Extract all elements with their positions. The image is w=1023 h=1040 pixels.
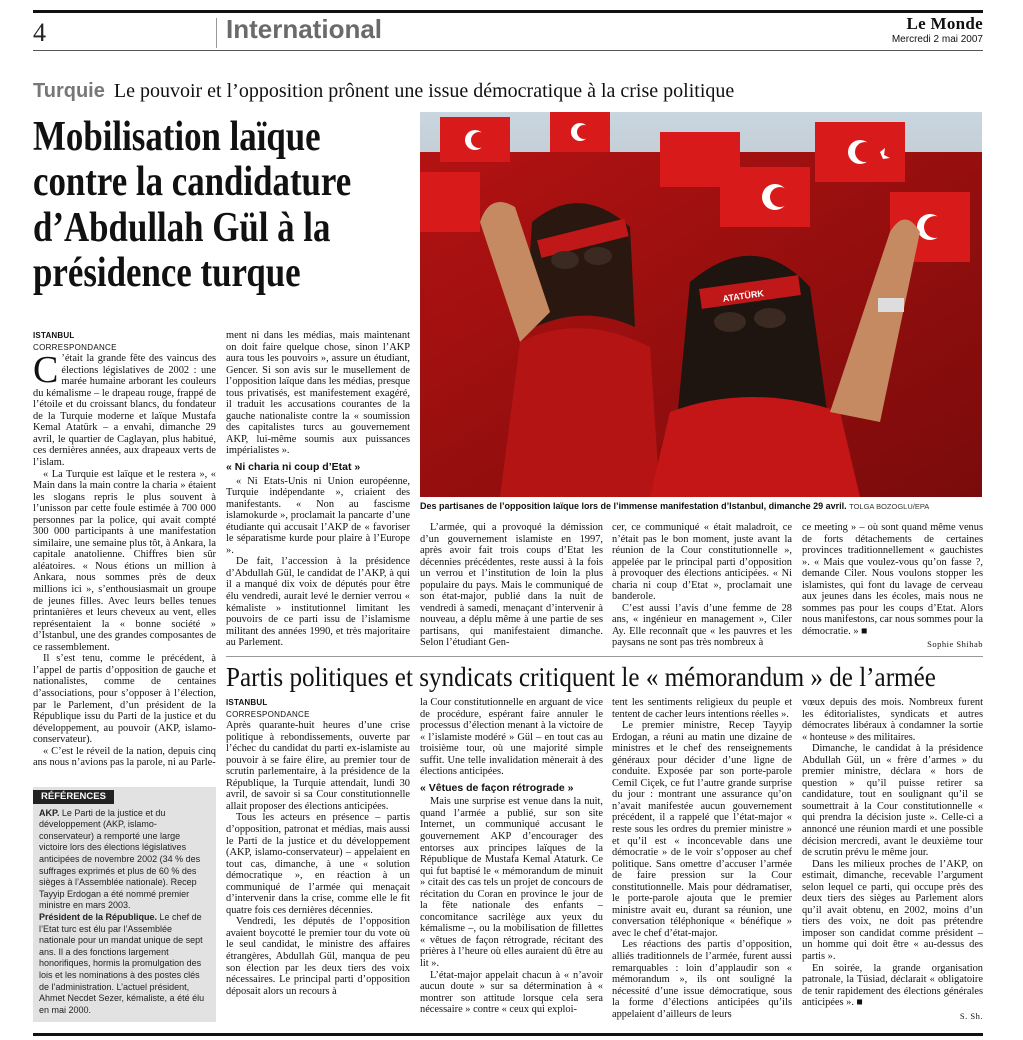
article1-paragraph: Il s’est tenu, comme le précédent, à l’appel de partis d’opposition de gauche et nationalistes, comme de centaines d’associations, pour s’opposer à l’élection, par le Parlement, d’un président de la République issu du Parti de la justice et du développement, au pouvoir (AKP, islamo-conservateur).: [33, 653, 216, 746]
article2-correspondance: CORRESPONDANCE: [226, 709, 310, 719]
article1-dateline: ISTANBUL: [33, 331, 75, 340]
article1-paragraph: ment ni dans les médias, mais maintenant on doit faire quelque chose, sinon l’AKP aura tous les pouvoirs », assure un étudiant, Gencer. Si son avis sur le musellement de l’opposition laïque dans les médias, presque tous privatisés, est manifestement exagéré, il traduit les accusations courantes de la gauche nationaliste contre la « soumission des capitalistes turcs au gouvernement AKP, lui-même soumis aux puissances impérialistes ».: [226, 330, 410, 457]
article2-paragraph: Dans les milieux proches de l’AKP, on estimait, dimanche, recevable l’argument selon lequel ce parti, qui occupe près des deux tiers des sièges au Parlement alors qu’il avait obtenu, en 2002, moins d’un tiers des voix, ne doit pas prétendre imposer son candidat comme président – un homme qui doit être « au-dessus des partis ».: [802, 858, 983, 963]
article1-paragraph: C’est aussi l’avis d’une femme de 28 ans, « ingénieur en management », Ciler Ay. Elle reconnaît que « les pauvres et les paysans ne sont pas très nombreux à: [612, 602, 792, 649]
article1-paragraph: cer, ce communiqué « était maladroit, ce n’était pas le bon moment, juste avant la réunion de la Cour constitutionnelle », appelée par le principal parti d’opposition à provoquer des élections anticipées. « Ni charia ni coup d’Etat », proclamait une banderole.: [612, 522, 792, 603]
article2-paragraph: Le premier ministre, Recep Tayyip Erdogan, a réuni au matin une dizaine de ministres et le chef des renseignements généraux pour décider d’une ligne de conduite. Exposée par son porte-parole Cemil Ciçek, ce fut l’autre grande surprise du jour : montrant une assurance qu’on n’avait manifestée aucun gouvernement précédent, il a rappelé que l’état-major « reste sous les ordres du premier ministre » et qu’il est « inconcevable dans une démocratie » de le voir s’opposer au chef politique. Sans omettre d’accuser l’armée de faire pression sur la Cour constitutionnelle. Mais pour dédramatiser, le porte-parole ajouta que le premier ministre avait eu, durant sa réunion, une conversation téléphonique « bénéfique » avec le chef d’état-major.: [612, 720, 792, 939]
article2-paragraph: Dimanche, le candidat à la présidence Abdullah Gül, un « frère d’armes » du premier ministre, déclara « hors de question » qu’il puisse retirer sa candidature, tout en soulignant qu’il se soumettrait à la Cour constitutionnelle « qui prendra la décision juste ». Celle-ci a annoncé une réunion mardi et une possible décision mercredi, avant le deuxième tour de scrutin prévu le même jour.: [802, 743, 983, 859]
article1-subhead: « Ni charia ni coup d’Etat »: [226, 461, 361, 474]
caption-text: Des partisanes de l’opposition laïque lors de l’immense manifestation d’Istanbul, dimanche 29 avril.: [420, 501, 847, 511]
article1-paragraph: « La Turquie est laïque et le restera », « Main dans la main contre la charia » étaient les slogans repris le plus souvent à l’unisson par cette foule estimée à 700 000 personnes par la police, qui avait compté 300 000 participants à une manifestation similaire, une semaine plus tôt, à Ankara, la capitale anatolienne. Chiffres bien sûr aléatoires. « Nous étions un million à Ankara, nous sommes près de deux millions ici », s’enthousiasmait un groupe de jeunes filles. Avec leurs belles tenues printanières et leurs cheveux au vent, elles représentaient la « bonne société » d’Istanbul, une des grandes composantes de ce rassemblement.: [33, 468, 216, 653]
article1-column-1: [33, 330, 216, 769]
references-box: [33, 787, 216, 1022]
article2-column-1: [226, 697, 410, 997]
reference-text: Le Parti de la justice et du développement (AKP, islamo-conservateur) a remporté une large victoire lors des élections législatives anticipées de novembre 2002 (34 % des suffrages exprimés et plus de 60 % des sièges à l’Assemblée nationale). Recep Tayyip Erdogan a été nommé premier ministre en mars 2003.: [39, 807, 201, 911]
bottom-rule: [33, 1033, 983, 1036]
article2-column-3: [612, 697, 792, 1020]
article2-paragraph: En soirée, la grande organisation patronale, la Tüsiad, déclarait « obligatoire de tenir rapidement des élections générales anticipées ». ■: [802, 962, 983, 1009]
reference-text: Le chef de l’Etat turc est élu par l’Assemblée nationale pour un mandat unique de sept ans. Il a des fonctions largement honorifiques, hormis la promulgation des lois et les nominations à des postes clés de l’administration. L’actuel président, Ahmet Necdet Sezer, kémaliste, a été élu en mai 2000.: [39, 911, 205, 1015]
article2-paragraph: Mais une surprise est venue dans la nuit, quand l’armée a publié, sur son site Internet, un communiqué accusant le gouvernement AKP d’encourager des entorses aux principes laïques de la République de Mustafa Kemal Ataturk. Ce qui fut baptisé le « mémorandum de minuit » citait des cas tels un projet de concours de récitation du Coran en province le jour de la fête nationale des enfants – concomitance sacrilège aux yeux du kémalisme –, ou la mobilisation de fillettes « vêtues de façon rétrograde, récitant des prières à l’heure où elles auraient dû être au lit ».: [420, 796, 603, 970]
issue-date: Mercredi 2 mai 2007: [891, 34, 983, 45]
header-divider: [216, 18, 217, 48]
newspaper-logo: Le Monde: [906, 14, 983, 33]
article2-paragraph: tent les sentiments religieux du peuple et tentent de cacher leurs intentions réelles ».: [612, 697, 792, 720]
article2-paragraph: vœux depuis des mois. Nombreux furent les éditorialistes, syndicats et autres démocrates libéraux à condamner la sortie « honteuse » des militaires.: [802, 697, 983, 743]
protest-photo: [420, 112, 982, 497]
article1-column-2: [226, 330, 410, 649]
kicker: [33, 80, 734, 103]
article1-paragraph: « Ni Etats-Unis ni Union européenne, Turquie indépendante », criaient des manifestants. « Non au fascisme islamokurde », proclamait la pancarte d’une étudiante qui accusait l’AKP de « favoriser le séparatisme kurde pour plaire à l’Europe ».: [226, 475, 410, 556]
article2-rule: [226, 656, 983, 657]
article1-column-3: [420, 522, 603, 649]
article2-subhead: « Vêtues de façon rétrograde »: [420, 781, 574, 794]
article1-correspondance: CORRESPONDANCE: [33, 342, 117, 352]
section-title: International: [226, 14, 383, 44]
article2-dateline: ISTANBUL: [226, 698, 268, 707]
references-label: RÉFÉRENCES: [33, 790, 114, 804]
reference-term: AKP.: [39, 807, 60, 818]
article1-paragraph: ce meeting » – où sont quand même venus de forts détachements de certaines provinces traditionnellement « gauchistes ». « Mais que voulez-vous qu’on fasse ?, demande Ciler. Nous voulons stopper les islamistes, qui font du lavage de cerveau aux jeunes dans les écoles, mais nous ne sommes pas pour les coups d’Etat. Alors nous manifestons, car nous sommes pour la démocratie. » ■: [802, 522, 983, 637]
kicker-country: Turquie: [33, 80, 105, 102]
main-headline: Mobilisation laïque contre la candidature d’Abdullah Gül à la présidence turque: [33, 114, 352, 297]
headband-text: ATATÜRK: [721, 288, 765, 304]
article2-signature: S. Sh.: [959, 1010, 983, 1021]
article2-column-2: [420, 697, 603, 1016]
kicker-text: Le pouvoir et l’opposition prônent une issue démocratique à la crise politique: [113, 80, 735, 102]
photo-credit: TOLGA BOZOGLU/EPA: [849, 502, 930, 511]
article1-paragraph: De fait, l’accession à la présidence d’Abdullah Gül, le candidat de l’AKP, à qui il a manqué dix voix de députés pour être élu vendredi, aurait levé le dernier verrou « kémaliste » institutionnel limitant les pouvoirs de ce parti issu de l’islamisme militant des années 1990, et très majoritaire au Parlement.: [226, 556, 410, 649]
article2-paragraph: Vendredi, les députés de l’opposition avaient boycotté le premier tour du vote où le seul candidat, le ministre des affaires étrangères, Abdullah Gül, manqua de peu son élection par les deux tiers des voix nécessaires. Le principal parti d’opposition déposait alors un recours à: [226, 916, 410, 997]
article1-signature: Sophie Shihab: [927, 639, 983, 650]
article1-column-5: [802, 522, 983, 651]
article1-column-4: [612, 522, 792, 649]
article2-headline: Partis politiques et syndicats critiquent le « mémorandum » de l’armée: [226, 662, 936, 692]
protest-photo-illustration: [420, 112, 982, 497]
reference-president: [39, 912, 210, 1016]
article1-paragraph: « C’est le réveil de la nation, depuis cinq ans nous n’avions pas la parole, ni au Parle-: [33, 745, 216, 769]
dropcap: C: [33, 349, 59, 392]
top-rule: [33, 10, 983, 13]
article1-paragraph: L’armée, qui a provoqué la démission d’un gouvernement islamiste en 1997, après avoir fait trois coups d’Etat les décennies précédentes, reste aussi à la fois un verrou et l’institution de loin la plus populaire du pays. Mais le communiqué de son état-major, publié dans la nuit de vendredi à samedi, menaçant d’intervenir à nouveau, a déplu même à une partie de ses partisans, qui manifestaient dimanche. Selon l’étudiant Gen-: [420, 522, 603, 649]
article2-column-4: [802, 697, 983, 1022]
article2-paragraph: L’état-major appelait chacun à « n’avoir aucun doute » sur sa détermination à « montrer son attitude lorsque cela sera nécessaire » contre « ceux qui exploi-: [420, 969, 603, 1016]
article2-paragraph: Les réactions des partis d’opposition, alliés traditionnels de l’armée, furent aussi remarquables : loin d’applaudir son « mémorandum », ils ont souligné la nécessité d’une issue démocratique, sous la forme d’élections anticipées qu’ils appelaient d’ailleurs de leurs: [612, 939, 792, 1020]
article2-paragraph: Après quarante-huit heures d’une crise politique à rebondissements, ouverte par l’échec du candidat du parti ex-islamiste au pouvoir à se faire élire, au premier tour de scrutin parlementaire, à la présidence de la République, la Turquie attendait, lundi 30 avril, de savoir si sa Cour constitutionnelle allait proposer des élections anticipées.: [226, 720, 410, 812]
photo-caption: [420, 501, 982, 511]
article2-paragraph: la Cour constitutionnelle en arguant de vice de procédure, espérant faire annuler le processus d’élection menant à la victoire de « l’islamiste modéré » Gül – en tout cas au troisième tour, où une majorité simple suffit. Une telle invalidation mènerait à des élections anticipées.: [420, 697, 603, 778]
reference-term: Président de la République.: [39, 911, 158, 922]
article1-paragraph: C ’était la grande fête des vaincus des élections législatives de 2002 : une marée humaine arborant les couleurs du kémalisme – le drapeau rouge, frappé de l’étoile et du croissant blancs, du fondateur de la Turquie moderne et laïque Mustafa Kemal Atatürk – a envahi, dimanche 29 avril, le quartier de Caglayan, plus habitué, ces dernières années, aux drapeaux verts de l’islam.: [33, 349, 216, 469]
reference-akp: [39, 808, 210, 912]
header-rule: [33, 50, 983, 51]
article2-paragraph: Tous les acteurs en présence – partis d’opposition, patronat et médias, mais aussi le Parti de la justice et du développement (AKP, islamo-conservateur) – appelaient en tout cas, dimanche, à une « solution démocratique », en réaction à un communiqué de l’armée qui menaçait d’intervenir dans la crise, comme elle le fit quatre fois ces dernières décennies.: [226, 812, 410, 916]
page-number: 4: [33, 18, 46, 47]
